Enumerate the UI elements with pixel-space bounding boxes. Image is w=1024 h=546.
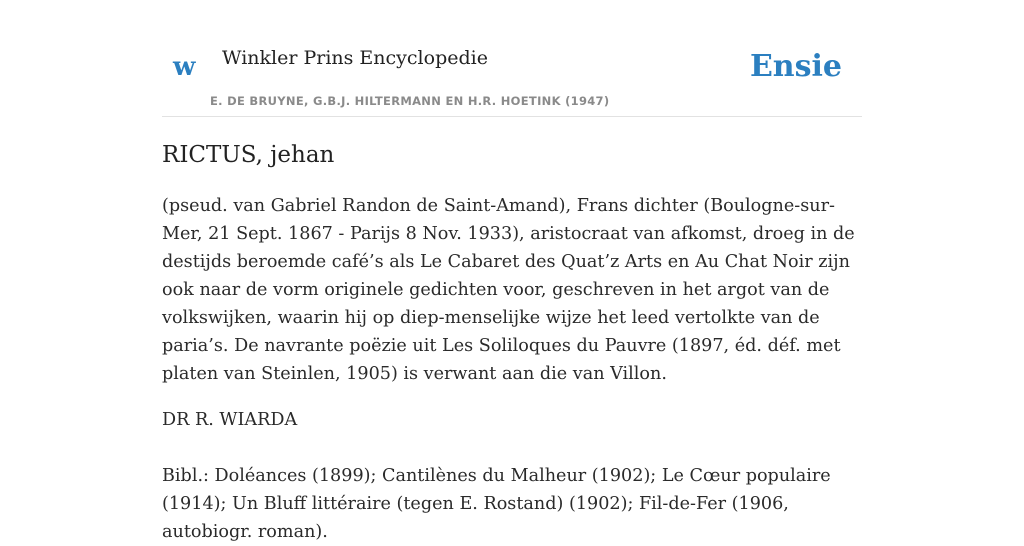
winkler-prins-logo[interactable]: w [173, 52, 196, 82]
publication-title[interactable]: Winkler Prins Encyclopedie [222, 47, 488, 69]
ensie-logo[interactable]: Ensie [749, 49, 842, 84]
entry-author: DR R. WIARDA [162, 410, 298, 430]
site-header [162, 40, 862, 117]
publication-authors: E. DE BRUYNE, G.B.J. HILTERMANN EN H.R. HOETINK (1947) [210, 94, 610, 108]
article [162, 138, 862, 546]
entry-body: (pseud. van Gabriel Randon de Saint-Amand), Frans dichter (Boulogne-sur-Mer, 21 Sept. 1867 - Parijs 8 Nov. 1933), aristocraat van afkomst, droeg in de destijds beroemde café’s als Le Cabaret des Quat’z Arts en Au Chat Noir zijn ook naar de vorm originele gedichten voor, geschreven in het argot van de volkswijken, waarin hij op diep-menselijke wijze het leed vertolkte van de paria’s. De navrante poëzie uit Les Soliloques du Pauvre (1897, éd. déf. met platen van Steinlen, 1905) is verwant aan die van Villon. [162, 196, 855, 384]
entry-title: RICTUS, jehan [162, 142, 335, 168]
entry-bibliography: Bibl.: Doléances (1899); Cantilènes du Malheur (1902); Le Cœur populaire (1914); Un Bluff littéraire (tegen E. Rostand) (1902); Fil-de-Fer (1906, autobiogr. roman). [162, 466, 831, 542]
